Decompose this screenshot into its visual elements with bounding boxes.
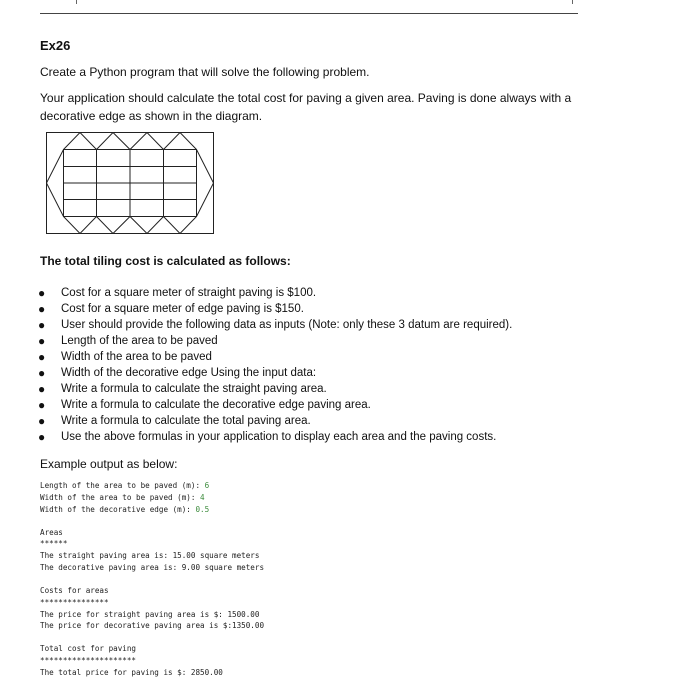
bullet-icon: ● bbox=[38, 318, 46, 332]
total-rule: ********************* bbox=[40, 656, 137, 665]
list-item: ● Width of the decorative edge Using the input data: bbox=[38, 366, 317, 380]
list-item: ● Length of the area to be paved bbox=[38, 334, 218, 348]
list-item: ● Cost for a square meter of edge paving is $150. bbox=[38, 302, 304, 316]
intro-text: Create a Python program that will solve the following problem. bbox=[40, 65, 370, 79]
bullet-icon: ● bbox=[38, 382, 46, 396]
straight-area-line: The straight paving area is: 15.00 square meters bbox=[40, 551, 260, 560]
bullet-icon: ● bbox=[38, 334, 46, 348]
areas-rule: ****** bbox=[40, 539, 68, 548]
straight-paving-grid bbox=[64, 150, 197, 217]
straight-price-line: The price for straight paving area is $: 1500.00 bbox=[40, 610, 260, 619]
section-heading: The total tiling cost is calculated as follows: bbox=[40, 254, 291, 268]
description-line-1: Your application should calculate the total cost for paving a given area. Paving is done always with a bbox=[40, 91, 572, 105]
costs-heading: Costs for areas bbox=[40, 586, 109, 595]
input-line-width: Width of the area to be paved (m): 4 bbox=[40, 493, 205, 502]
areas-heading: Areas bbox=[40, 528, 63, 537]
list-item: ● User should provide the following data as inputs (Note: only these 3 datum are required). bbox=[38, 318, 513, 332]
costs-rule: *************** bbox=[40, 598, 109, 607]
header-rule-tick bbox=[572, 0, 573, 4]
bullet-icon: ● bbox=[38, 414, 46, 428]
list-item: ● Use the above formulas in your application to display each area and the paving costs. bbox=[38, 430, 497, 444]
bullet-icon: ● bbox=[38, 430, 46, 444]
decorative-price-line: The price for decorative paving area is $:1350.00 bbox=[40, 621, 265, 630]
header-rule bbox=[40, 13, 578, 14]
bullet-icon: ● bbox=[38, 302, 46, 316]
header-rule-tick bbox=[76, 0, 77, 4]
bullet-icon: ● bbox=[38, 366, 46, 380]
description-line-2: decorative edge as shown in the diagram. bbox=[40, 109, 263, 123]
list-item: ● Width of the area to be paved bbox=[38, 350, 212, 364]
paving-diagram bbox=[46, 132, 214, 234]
input-line-length: Length of the area to be paved (m): 6 bbox=[40, 481, 210, 490]
requirements-list bbox=[38, 285, 512, 445]
list-item: ● Write a formula to calculate the straight paving area. bbox=[38, 382, 327, 396]
list-item: ● Write a formula to calculate the decorative edge paving area. bbox=[38, 398, 371, 412]
list-item: ● Write a formula to calculate the total paving area. bbox=[38, 414, 311, 428]
input-line-edge: Width of the decorative edge (m): 0.5 bbox=[40, 505, 210, 514]
example-label: Example output as below: bbox=[40, 457, 178, 471]
bullet-icon: ● bbox=[38, 286, 46, 300]
decorative-area-line: The decorative paving area is: 9.00 square meters bbox=[40, 563, 265, 572]
total-line: The total price for paving is $: 2850.00 bbox=[40, 668, 223, 677]
list-item: ● Cost for a square meter of straight paving is $100. bbox=[38, 286, 317, 300]
bullet-icon: ● bbox=[38, 398, 46, 412]
bullet-icon: ● bbox=[38, 350, 46, 364]
total-heading: Total cost for paving bbox=[40, 644, 137, 653]
exercise-title: Ex26 bbox=[40, 38, 71, 53]
